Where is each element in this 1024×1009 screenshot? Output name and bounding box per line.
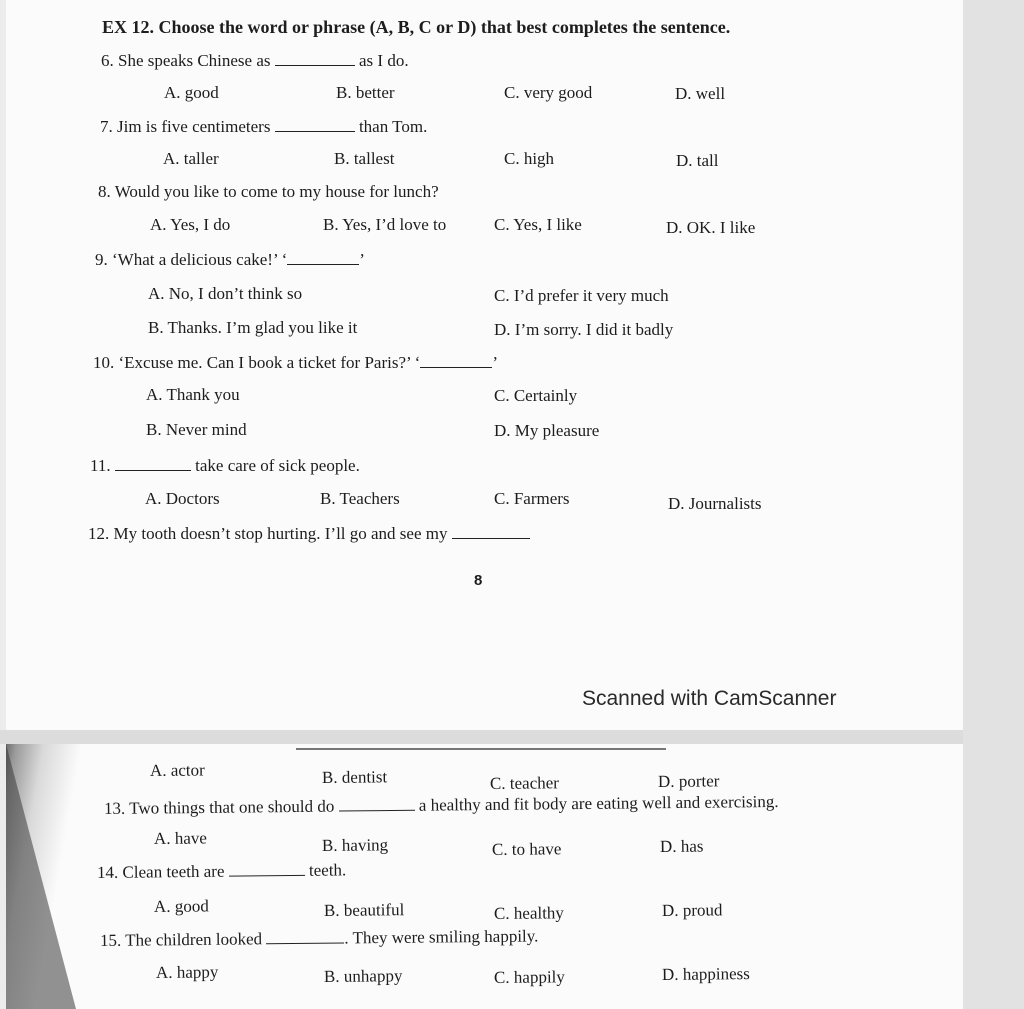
- question-13: [104, 792, 779, 817]
- question-9-text-end: ’: [359, 250, 365, 269]
- answer-blank: [275, 117, 355, 132]
- option-10c: C. Certainly: [494, 386, 578, 405]
- answer-blank: [229, 861, 305, 877]
- question-15: [100, 926, 539, 949]
- question-10-text: 10. ‘Excuse me. Can I book a ticket for Paris?’ ‘: [93, 353, 421, 372]
- option-7d: D. tall: [676, 151, 719, 170]
- option-7c: C. high: [504, 149, 555, 168]
- option-14a: A. good: [153, 896, 209, 916]
- option-11a: A. Doctors: [145, 489, 220, 508]
- page-number: 8: [474, 572, 483, 589]
- question-15-text: 15. The children looked: [99, 929, 263, 950]
- option-13c: C. to have: [491, 839, 562, 859]
- question-9-text: 9. ‘What a delicious cake!’ ‘: [95, 250, 288, 269]
- exercise-title: EX 12. Choose the word or phrase (A, B, C or D) that best completes the sentence.: [102, 17, 731, 37]
- option-9c: C. I’d prefer it very much: [494, 286, 669, 305]
- option-12c: C. teacher: [489, 773, 560, 793]
- option-8d: D. OK. I like: [666, 218, 756, 237]
- question-11-number: 11.: [90, 456, 111, 475]
- option-8a: A. Yes, I do: [150, 215, 231, 234]
- option-15b: B. unhappy: [323, 966, 403, 986]
- option-13b: B. having: [321, 835, 389, 855]
- option-11b: B. Teachers: [320, 489, 400, 508]
- question-13-text: 13. Two things that one should do: [103, 796, 335, 818]
- question-11-text: take care of sick people.: [195, 456, 360, 475]
- background-strip: [963, 0, 1024, 1009]
- option-10b: B. Never mind: [146, 420, 247, 439]
- top-rule: [296, 748, 666, 750]
- option-15a: A. happy: [155, 962, 219, 982]
- camscanner-watermark: Scanned with CamScanner: [582, 687, 837, 710]
- scanned-page-1: [6, 0, 963, 730]
- question-12-text: 12. My tooth doesn’t stop hurting. I’ll go and see my: [88, 524, 448, 543]
- question-11: [90, 456, 360, 474]
- option-12a: A. actor: [149, 760, 205, 780]
- scanned-page-2: [6, 744, 963, 1009]
- option-7b: B. tallest: [334, 149, 395, 168]
- question-10: [93, 353, 498, 371]
- question-14-text: 14. Clean teeth are: [96, 861, 225, 882]
- answer-blank: [266, 928, 344, 944]
- option-13a: A. have: [153, 828, 207, 848]
- option-15d: D. happiness: [661, 964, 750, 984]
- option-15c: C. happily: [493, 967, 565, 987]
- option-8b: B. Yes, I’d love to: [323, 215, 447, 234]
- answer-blank: [452, 524, 530, 539]
- option-12b: B. dentist: [321, 767, 388, 787]
- question-14-text-end: teeth.: [308, 860, 347, 880]
- option-9b: B. Thanks. I’m glad you like it: [148, 318, 358, 337]
- option-8c: C. Yes, I like: [494, 215, 582, 234]
- option-13d: D. has: [659, 836, 704, 856]
- option-10d: D. My pleasure: [494, 421, 600, 440]
- question-10-text-end: ’: [492, 353, 498, 372]
- answer-blank: [287, 250, 359, 265]
- option-6b: B. better: [336, 83, 395, 102]
- answer-blank: [420, 353, 492, 368]
- option-14c: C. healthy: [493, 903, 564, 923]
- question-7-text: 7. Jim is five centimeters: [100, 117, 271, 136]
- option-11d: D. Journalists: [668, 494, 762, 513]
- option-6d: D. well: [675, 84, 726, 103]
- question-7: [100, 117, 427, 135]
- question-6-text: 6. She speaks Chinese as: [101, 51, 271, 70]
- answer-blank: [275, 51, 355, 66]
- option-9a: A. No, I don’t think so: [148, 284, 303, 303]
- option-11c: C. Farmers: [494, 489, 570, 508]
- answer-blank: [339, 796, 415, 812]
- option-9d: D. I’m sorry. I did it badly: [494, 320, 674, 339]
- page-edge-shadow: [6, 744, 76, 1009]
- question-9: [95, 250, 365, 268]
- question-6: [101, 51, 409, 69]
- option-7a: A. taller: [163, 149, 219, 168]
- question-14: [97, 860, 346, 881]
- question-8-text: 8. Would you like to come to my house for lunch?: [98, 182, 439, 201]
- option-6a: A. good: [164, 83, 219, 102]
- option-6c: C. very good: [504, 83, 593, 102]
- page-gap: [0, 730, 963, 744]
- question-13-text-end: a healthy and fit body are eating well and exercising.: [418, 791, 779, 815]
- question-15-text-end: . They were smiling happily.: [344, 926, 539, 948]
- answer-blank: [115, 456, 191, 471]
- option-14b: B. beautiful: [323, 900, 405, 920]
- question-7-text-end: than Tom.: [358, 117, 428, 136]
- option-14d: D. proud: [661, 900, 723, 920]
- option-10a: A. Thank you: [146, 385, 240, 404]
- question-6-text-end: as I do.: [359, 51, 409, 70]
- question-12: [88, 524, 530, 542]
- option-12d: D. porter: [657, 771, 720, 791]
